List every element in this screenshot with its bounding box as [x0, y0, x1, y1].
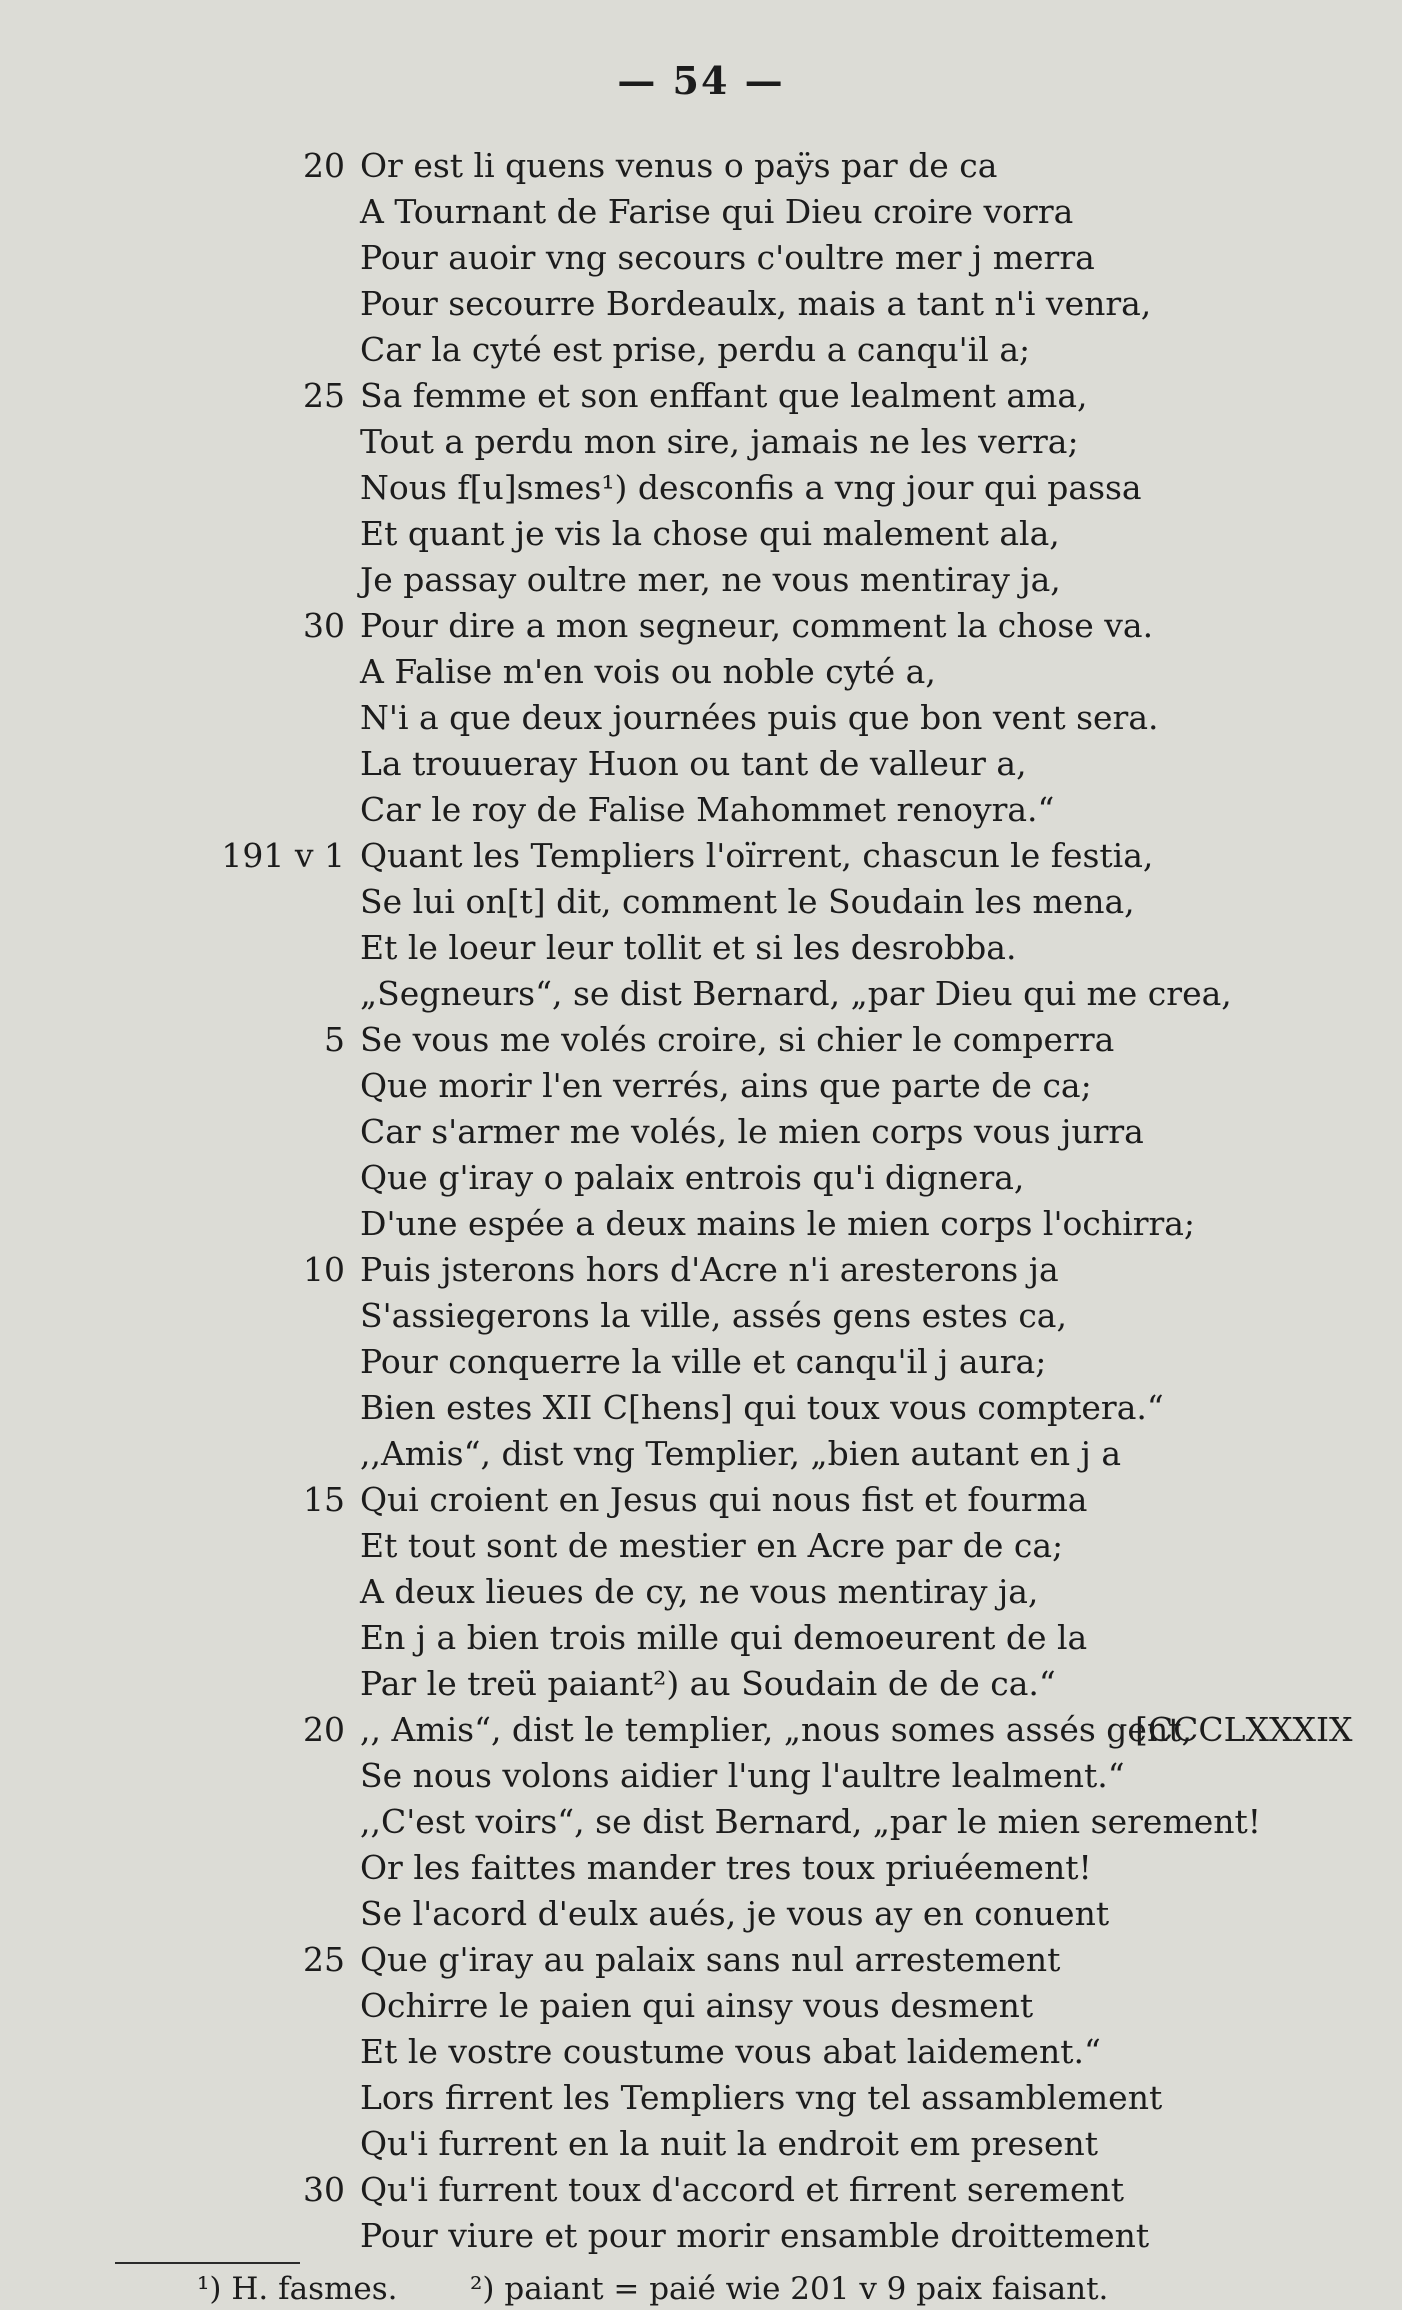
verse-line	[0, 1017, 1402, 1063]
verse-line	[0, 1753, 1402, 1799]
verse-line	[0, 1201, 1402, 1247]
footnote-2: ²) paiant = paié wie 201 v 9 paix faisant.	[470, 2271, 1109, 2307]
folio-line-number: 191 v 1	[221, 836, 345, 875]
line-text: Se vous me volés croire, si chier le comperra	[360, 1020, 1115, 1059]
line-text: S'assiegerons la ville, assés gens estes ca,	[360, 1296, 1067, 1335]
line-text: Et le vostre coustume vous abat laidement.“	[360, 2032, 1101, 2071]
line-text: A deux lieues de cy, ne vous mentiray ja,	[360, 1572, 1039, 1611]
verse-line	[0, 1615, 1402, 1661]
verse-line	[0, 1109, 1402, 1155]
line-text: ,, Amis“, dist le templier, „nous somes assés gent,	[360, 1710, 1192, 1749]
verse-line	[0, 419, 1402, 465]
line-text: N'i a que deux journées puis que bon vent sera.	[360, 698, 1159, 737]
verse-line-laisse-start	[0, 1707, 1402, 1753]
line-text: Pour conquerre la ville et canqu'il j aura;	[360, 1342, 1047, 1381]
line-text: Ochirre le paien qui ainsy vous desment	[360, 1986, 1034, 2025]
line-number: 15	[303, 1480, 345, 1519]
line-text: Et tout sont de mestier en Acre par de ca;	[360, 1526, 1064, 1565]
line-text: Se l'acord d'eulx aués, je vous ay en conuent	[360, 1894, 1110, 1933]
verse-line	[0, 1799, 1402, 1845]
line-text: Puis jsterons hors d'Acre n'i aresterons ja	[360, 1250, 1059, 1289]
verse-line	[0, 1339, 1402, 1385]
line-text: Se nous volons aidier l'ung l'aultre lealment.“	[360, 1756, 1125, 1795]
verse-line	[0, 1293, 1402, 1339]
verse-line	[0, 1983, 1402, 2029]
line-number: 30	[303, 2170, 345, 2209]
line-text: Et le loeur leur tollit et si les desrobba.	[360, 928, 1017, 967]
verse-line	[0, 833, 1402, 879]
line-text: Or est li quens venus o paÿs par de ca	[360, 146, 998, 185]
line-number: 30	[303, 606, 345, 645]
verse-line	[0, 603, 1402, 649]
verse-line	[0, 2121, 1402, 2167]
line-text: Pour viure et pour morir ensamble droittement	[360, 2216, 1150, 2255]
page-number: — 54 —	[617, 58, 785, 103]
line-text: Et quant je vis la chose qui malement ala,	[360, 514, 1060, 553]
verse-line	[0, 741, 1402, 787]
line-text: Se lui on[t] dit, comment le Soudain les mena,	[360, 882, 1135, 921]
verse-line	[0, 925, 1402, 971]
verse-line	[0, 2213, 1402, 2259]
verse-line	[0, 1063, 1402, 1109]
footnote-rule	[115, 2262, 300, 2264]
line-text: Bien estes XII C[hens] qui toux vous comptera.“	[360, 1388, 1164, 1427]
line-text: A Tournant de Farise qui Dieu croire vorra	[360, 192, 1074, 231]
line-text: Or les faittes mander tres toux priuéement!	[360, 1848, 1092, 1887]
line-number: 25	[303, 1940, 345, 1979]
verse-line	[0, 879, 1402, 925]
line-text: Qu'i furrent toux d'accord et firrent serement	[360, 2170, 1125, 2209]
verse-line	[0, 1569, 1402, 1615]
line-number: 10	[303, 1250, 345, 1289]
line-text: ,,C'est voirs“, se dist Bernard, „par le mien serement!	[360, 1802, 1262, 1841]
verse-line	[0, 1247, 1402, 1293]
verse-line	[0, 1477, 1402, 1523]
verse-line	[0, 2029, 1402, 2075]
verse-line	[0, 695, 1402, 741]
verse-line	[0, 281, 1402, 327]
line-text: Que g'iray o palaix entrois qu'i dignera,	[360, 1158, 1025, 1197]
line-text: Pour secourre Bordeaulx, mais a tant n'i venra,	[360, 284, 1152, 323]
verse-line	[0, 373, 1402, 419]
verse-line	[0, 511, 1402, 557]
verse-line	[0, 649, 1402, 695]
line-text: Tout a perdu mon sire, jamais ne les verra;	[360, 422, 1079, 461]
line-text: ,,Amis“, dist vng Templier, „bien autant en j a	[360, 1434, 1122, 1473]
line-text: Pour dire a mon segneur, comment la chose va.	[360, 606, 1154, 645]
line-number: 20	[303, 146, 345, 185]
line-text: Nous f[u]smes¹) desconfis a vng jour qui passa	[360, 468, 1142, 507]
verse-line	[0, 465, 1402, 511]
line-number: 25	[303, 376, 345, 415]
verse-line	[0, 971, 1402, 1017]
line-text: Qui croient en Jesus qui nous fist et fourma	[360, 1480, 1088, 1519]
verse-line	[0, 787, 1402, 833]
verse-line	[0, 1891, 1402, 1937]
verse-line	[0, 1155, 1402, 1201]
laisse-number: [CCCLXXXIX	[1135, 1710, 1353, 1749]
line-number: 20	[303, 1710, 345, 1749]
line-text: Lors firrent les Templiers vng tel assamblement	[360, 2078, 1163, 2117]
verse-line	[0, 2075, 1402, 2121]
line-text: Que morir l'en verrés, ains que parte de ca;	[360, 1066, 1092, 1105]
line-text: Car le roy de Falise Mahommet renoyra.“	[360, 790, 1055, 829]
line-text: Car s'armer me volés, le mien corps vous jurra	[360, 1112, 1144, 1151]
verse-line	[0, 235, 1402, 281]
line-text: Que g'iray au palaix sans nul arrestement	[360, 1940, 1061, 1979]
line-text: Par le treü paiant²) au Soudain de de ca.“	[360, 1664, 1056, 1703]
verse-line	[0, 557, 1402, 603]
verse-line	[0, 1937, 1402, 1983]
line-text: Car la cyté est prise, perdu a canqu'il a;	[360, 330, 1031, 369]
verse-line	[0, 1523, 1402, 1569]
line-text: „Segneurs“, se dist Bernard, „par Dieu qui me crea,	[360, 974, 1232, 1013]
line-text: A Falise m'en vois ou noble cyté a,	[360, 652, 936, 691]
verse-line	[0, 1661, 1402, 1707]
line-text: Je passay oultre mer, ne vous mentiray ja,	[360, 560, 1061, 599]
line-number: 5	[324, 1020, 345, 1059]
line-text: Quant les Templiers l'oïrrent, chascun le festia,	[360, 836, 1154, 875]
line-text: Pour auoir vng secours c'oultre mer j merra	[360, 238, 1095, 277]
verse-line	[0, 189, 1402, 235]
footnotes	[0, 2268, 1402, 2310]
line-text: Qu'i furrent en la nuit la endroit em present	[360, 2124, 1099, 2163]
line-text: D'une espée a deux mains le mien corps l'ochirra;	[360, 1204, 1196, 1243]
line-text: La trouueray Huon ou tant de valleur a,	[360, 744, 1027, 783]
footnote-1: ¹) H. fasmes.	[197, 2271, 398, 2307]
verse-line	[0, 1431, 1402, 1477]
line-text: Sa femme et son enffant que lealment ama,	[360, 376, 1088, 415]
verse-line	[0, 2167, 1402, 2213]
verse-line	[0, 1385, 1402, 1431]
verse-line	[0, 327, 1402, 373]
verse-line	[0, 1845, 1402, 1891]
line-text: En j a bien trois mille qui demoeurent de la	[360, 1618, 1088, 1657]
verse-line	[0, 143, 1402, 189]
